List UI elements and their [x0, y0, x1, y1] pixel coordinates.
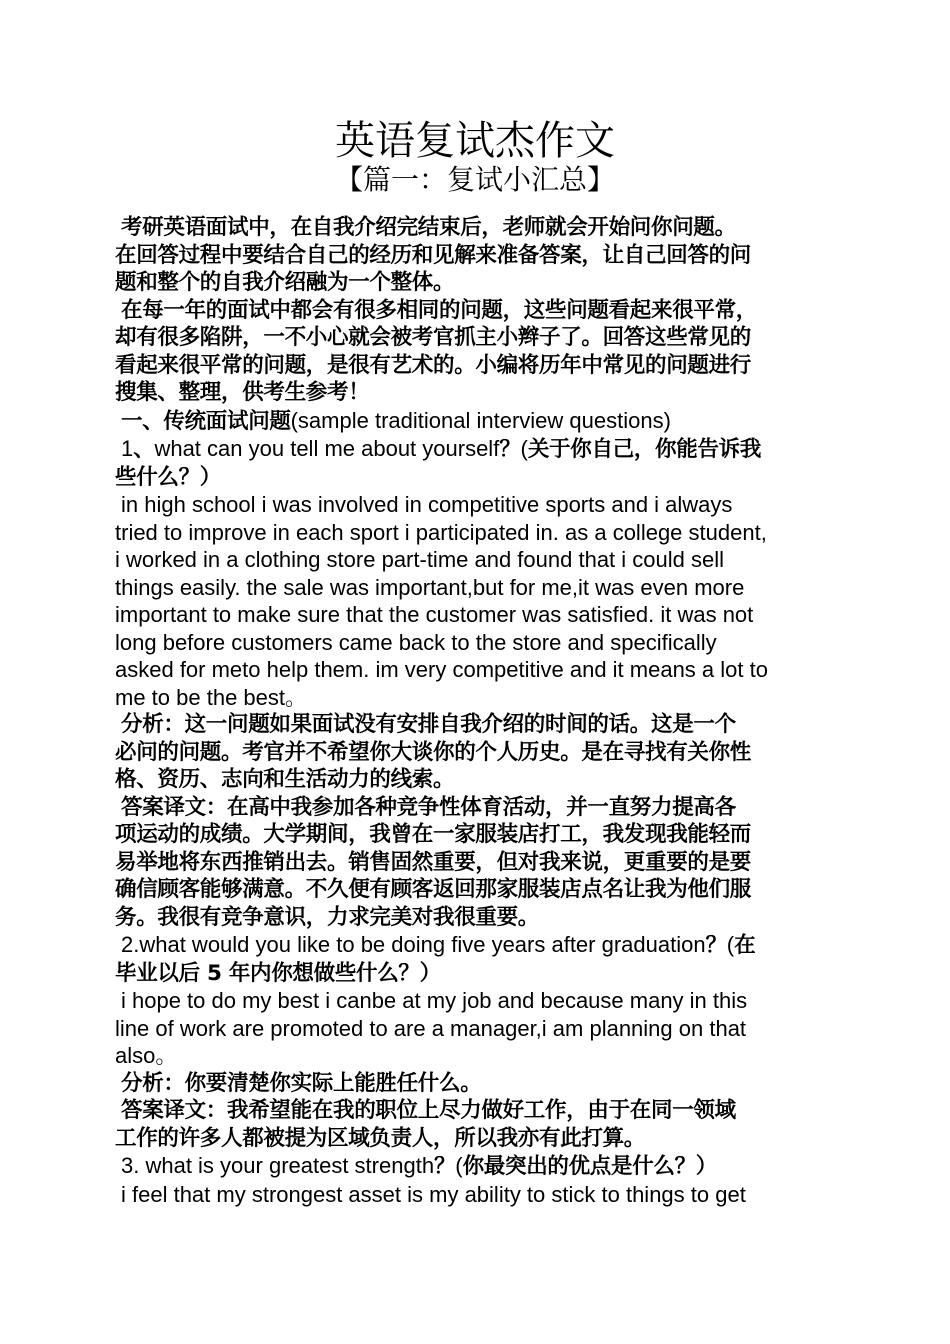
cjk-run: 你最突出的优点是什么？） [462, 1154, 717, 1179]
text-line: 在每一年的面试中都会有很多相同的问题，这些问题看起来很平常， [121, 297, 758, 323]
text-line: 些什么？） [115, 464, 222, 490]
cjk-run: 在 [734, 933, 756, 958]
text-line: 务。我很有竞争意识，力求完美对我很重要。 [115, 904, 540, 930]
latin-run: 2.what would you like to be doing five years after graduation [121, 932, 706, 957]
text-line: me to be the best。 [115, 684, 307, 710]
cjk-run: 、 [133, 437, 155, 462]
text-line: 工作的许多人都被提为区域负责人，所以我亦有此打算。 [115, 1125, 646, 1151]
text-line: also。 [115, 1043, 178, 1068]
text-line: asked for meto help them. im very competitive and it means a lot to [115, 657, 768, 682]
text-line: 考研英语面试中，在自我介绍完结束后，老师就会开始问你问题。 [121, 215, 736, 240]
text-line: important to make sure that the customer was satisfied. it was not [115, 602, 754, 627]
cjk-run: 关于你自己，你能告诉我 [527, 437, 762, 462]
text-line: things easily. the sale was important,but for me,it was even more [115, 574, 745, 600]
text-line: 确信顾客能够满意。不久便有顾客返回那家服装店点名让我为他们服 [115, 877, 752, 902]
document-title: 英语复试杰作文 [335, 118, 615, 164]
text-line: 搜集、整理，供考生参考！ [115, 380, 370, 405]
cjk-run: 一、传统面试问题 [121, 408, 291, 434]
text-line: i feel that my strongest asset is my ability to stick to things to get [121, 1181, 746, 1207]
latin-run: what can you tell me about yourself [154, 436, 500, 461]
text-line: 答案译文：我希望能在我的职位上尽力做好工作，由于在同一领域 [121, 1098, 736, 1123]
latin-run: ( [520, 436, 528, 461]
latin-run: ( [455, 1153, 463, 1178]
text-line: 分析：你要清楚你实际上能胜任什么。 [121, 1070, 482, 1096]
text-line: line of work are promoted to are a manager,i am planning on that [115, 1015, 747, 1041]
text-line: i hope to do my best i canbe at my job and because many in this [121, 988, 748, 1013]
text-line: 看起来很平常的问题，是很有艺术的。小编将历年中常见的问题进行 [115, 352, 752, 378]
text-line [115, 407, 837, 436]
text-line: long before customers came back to the store and specifically [115, 629, 717, 655]
cjk-run: ？ [705, 933, 727, 958]
text-line: 毕业以后 5 年内你想做些什么？） [115, 960, 441, 986]
cjk-run: ？ [499, 437, 521, 462]
latin-run: 1 [121, 436, 134, 461]
text-line: 题和整个的自我介绍融为一个整体。 [115, 270, 455, 295]
text-line: 必问的问题。考官并不希望你大谈你的个人历史。是在寻找有关你性 [115, 739, 752, 765]
text-line [115, 435, 837, 464]
text-line: 格、资历、志向和生活动力的线索。 [115, 767, 455, 792]
latin-run: (sample traditional interview questions) [290, 407, 671, 433]
text-line: 分析：这一问题如果面试没有安排自我介绍的时间的话。这是一个 [121, 712, 736, 737]
document-subtitle: 【篇一：复试小汇总】 [334, 163, 615, 196]
text-line: 在回答过程中要结合自己的经历和见解来准备答案，让自己回答的问 [115, 242, 752, 268]
latin-run: 3. what is your greatest strength [121, 1153, 435, 1178]
text-line: i worked in a clothing store part-time and found that i could sell [115, 547, 724, 572]
text-line: tried to improve in each sport i participated in. as a college student, [115, 519, 767, 545]
text-line [115, 1152, 837, 1181]
document-body [115, 214, 837, 1208]
text-line: 却有很多陷阱，一不小心就会被考官抓主小辫子了。回答这些常见的 [115, 325, 752, 350]
text-line: 答案译文：在高中我参加各种竞争性体育活动，并一直努力提高各 [121, 794, 736, 820]
text-line [115, 931, 837, 960]
cjk-run: ？ [434, 1154, 456, 1179]
text-line: in high school i was involved in competitive sports and i always [121, 492, 733, 517]
text-line: 易举地将东西推销出去。销售固然重要，但对我来说，更重要的是要 [115, 849, 752, 875]
text-line: 项运动的成绩。大学期间，我曾在一家服装店打工，我发现我能轻而 [115, 822, 752, 847]
latin-run: ( [726, 932, 735, 957]
